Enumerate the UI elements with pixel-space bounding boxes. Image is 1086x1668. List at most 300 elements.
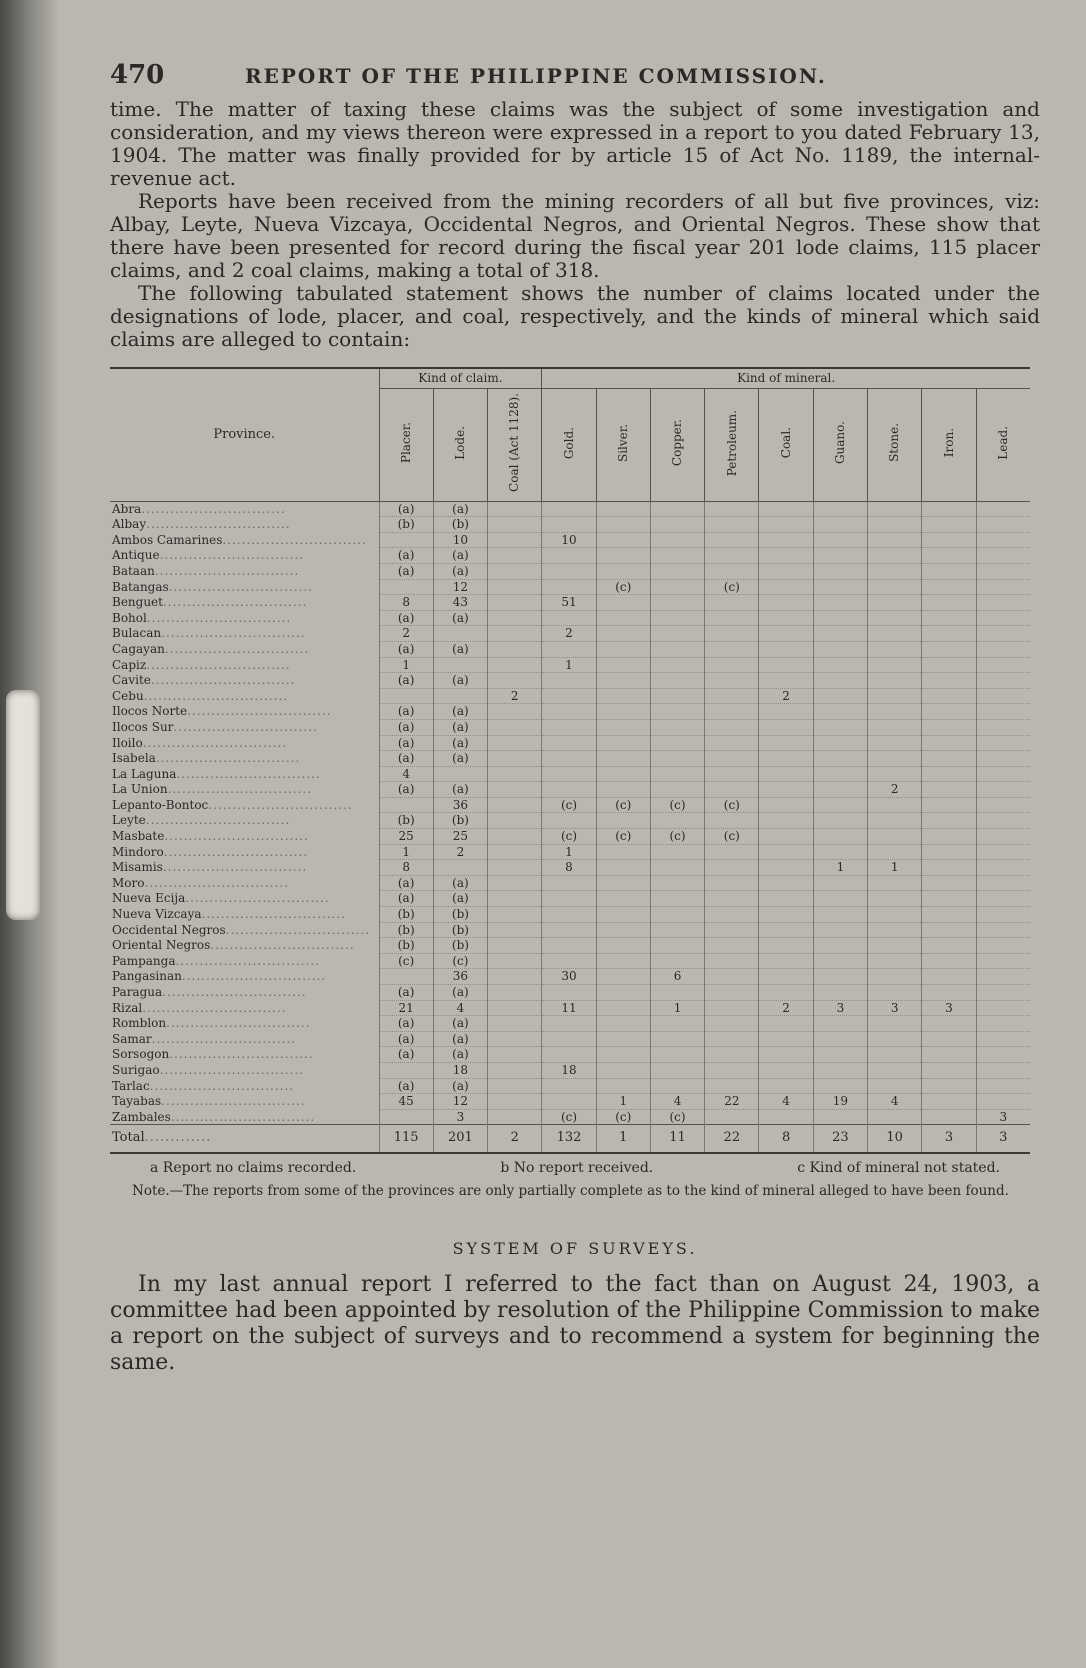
table-cell [759, 1016, 813, 1032]
table-cell [488, 1047, 542, 1063]
table-cell [976, 501, 1030, 517]
total-cell: 115 [379, 1125, 433, 1153]
table-cell [813, 938, 867, 954]
table-cell [488, 985, 542, 1001]
table-row [110, 579, 1030, 595]
table-cell [922, 875, 976, 891]
province-name: Moro.............................. [112, 875, 289, 890]
table-cell [922, 673, 976, 689]
table-cell [542, 641, 596, 657]
table-cell: (a) [379, 501, 433, 517]
table-cell [596, 1062, 650, 1078]
table-cell [868, 1031, 922, 1047]
table-cell [922, 860, 976, 876]
table-cell: (c) [650, 797, 704, 813]
table-cell: (a) [379, 751, 433, 767]
kind-of-claim-header: Kind of claim. [379, 368, 542, 388]
table-cell [650, 891, 704, 907]
page-header [110, 60, 1040, 90]
province-name: Capiz.............................. [112, 657, 291, 672]
table-cell [976, 719, 1030, 735]
table-cell [868, 532, 922, 548]
table-cell [976, 1031, 1030, 1047]
table-cell [650, 595, 704, 611]
table-cell [542, 1016, 596, 1032]
table-cell [488, 860, 542, 876]
table-cell [596, 813, 650, 829]
table-cell [868, 797, 922, 813]
table-cell [813, 735, 867, 751]
table-cell [542, 1094, 596, 1110]
table-cell [759, 969, 813, 985]
column-header: Lode. [433, 388, 487, 501]
table-cell [650, 938, 704, 954]
table-cell [813, 626, 867, 642]
table-cell [868, 922, 922, 938]
province-header: Province. [110, 368, 379, 501]
table-cell: 12 [433, 1094, 487, 1110]
footnote-c: c Kind of mineral not stated. [797, 1159, 1000, 1176]
table-cell [813, 1031, 867, 1047]
table-cell [705, 782, 759, 798]
table-cell [759, 875, 813, 891]
province-name: Romblon.............................. [112, 1016, 311, 1031]
table-cell [813, 844, 867, 860]
table-cell [596, 782, 650, 798]
table-cell [542, 751, 596, 767]
table-row [110, 1094, 1030, 1110]
table-cell [813, 829, 867, 845]
table-cell [976, 626, 1030, 642]
table-row [110, 673, 1030, 689]
table-cell: (b) [379, 907, 433, 923]
table-row [110, 813, 1030, 829]
table-cell [650, 1062, 704, 1078]
table-cell: (a) [379, 1078, 433, 1094]
table-cell [596, 1047, 650, 1063]
table-cell [542, 719, 596, 735]
table-row [110, 688, 1030, 704]
table-cell [759, 657, 813, 673]
total-cell: 132 [542, 1125, 596, 1153]
table-cell [759, 829, 813, 845]
total-cell: 22 [705, 1125, 759, 1153]
province-name: Cavite.............................. [112, 673, 296, 688]
table-cell [922, 657, 976, 673]
province-name: Lepanto-Bontoc.............................. [112, 797, 353, 812]
table-cell [759, 641, 813, 657]
table-cell [868, 844, 922, 860]
table-cell [705, 751, 759, 767]
table-cell: 18 [433, 1062, 487, 1078]
paragraph-1: time. The matter of taxing these claims was the subject of some investigation and consideration, and my views thereon were expressed in a report to you dated February 13, 1904. The matter was finally provided for by article 15 of Act No. 1189, the internal-revenue act. [110, 97, 1040, 190]
table-cell: (a) [379, 704, 433, 720]
table-cell [868, 1016, 922, 1032]
table-cell [868, 1047, 922, 1063]
table-cell [922, 532, 976, 548]
table-cell [650, 1016, 704, 1032]
table-cell [542, 891, 596, 907]
table-cell [976, 875, 1030, 891]
table-cell [922, 595, 976, 611]
province-name: Occidental Negros.............................. [112, 922, 371, 937]
table-cell [596, 719, 650, 735]
table-cell [488, 704, 542, 720]
table-cell [705, 985, 759, 1001]
table-cell [976, 1062, 1030, 1078]
table-row [110, 501, 1030, 517]
table-cell: 2 [433, 844, 487, 860]
column-header: Guano. [813, 388, 867, 501]
table-cell: 8 [379, 860, 433, 876]
province-name: Cebu.............................. [112, 688, 289, 703]
table-cell [705, 548, 759, 564]
table-cell [922, 766, 976, 782]
table-cell [596, 1000, 650, 1016]
table-cell [868, 548, 922, 564]
table-cell: (a) [433, 1078, 487, 1094]
page-number: 470 [110, 60, 165, 90]
table-cell [488, 563, 542, 579]
total-cell: 8 [759, 1125, 813, 1153]
table-row [110, 1109, 1030, 1125]
table-cell [705, 1078, 759, 1094]
footnotes [150, 1160, 1000, 1176]
table-cell: (a) [433, 782, 487, 798]
table-cell [976, 782, 1030, 798]
table-row [110, 735, 1030, 751]
province-name: Zambales.............................. [112, 1109, 316, 1124]
table-cell: 4 [650, 1094, 704, 1110]
table-cell [922, 844, 976, 860]
table-cell: 25 [379, 829, 433, 845]
table-cell [488, 532, 542, 548]
table-cell: 4 [759, 1094, 813, 1110]
kind-of-mineral-header: Kind of mineral. [542, 368, 1030, 388]
table-cell [596, 517, 650, 533]
column-header: Stone. [868, 388, 922, 501]
table-cell [976, 610, 1030, 626]
total-cell: 23 [813, 1125, 867, 1153]
table-cell: 3 [433, 1109, 487, 1125]
table-cell [650, 532, 704, 548]
table-cell: 1 [542, 844, 596, 860]
table-cell [868, 579, 922, 595]
table-cell [488, 907, 542, 923]
table-cell [379, 1109, 433, 1125]
table-cell [976, 938, 1030, 954]
table-row [110, 891, 1030, 907]
province-name: Batangas.............................. [112, 579, 314, 594]
table-cell [650, 766, 704, 782]
claims-table [110, 367, 1030, 1154]
table-cell [488, 953, 542, 969]
table-cell [813, 782, 867, 798]
table-cell [813, 875, 867, 891]
table-cell [488, 641, 542, 657]
section-title: SYSTEM OF SURVEYS. [452, 1238, 698, 1258]
table-cell: (c) [542, 829, 596, 845]
table-row [110, 595, 1030, 611]
table-cell: 10 [433, 532, 487, 548]
table-cell: 30 [542, 969, 596, 985]
table-cell [976, 517, 1030, 533]
table-row [110, 657, 1030, 673]
table-cell [759, 1031, 813, 1047]
table-cell [922, 813, 976, 829]
table-cell [379, 532, 433, 548]
table-cell: 2 [759, 688, 813, 704]
table-cell [868, 813, 922, 829]
table-cell: (b) [433, 922, 487, 938]
column-header: Coal (Act 1128). [488, 388, 542, 501]
table-cell [868, 938, 922, 954]
table-cell: 2 [542, 626, 596, 642]
table-cell: 1 [542, 657, 596, 673]
province-name: Masbate.............................. [112, 829, 309, 844]
table-cell: 1 [596, 1094, 650, 1110]
table-cell [488, 1109, 542, 1125]
table-cell [650, 735, 704, 751]
table-cell [759, 1047, 813, 1063]
table-cell: 8 [542, 860, 596, 876]
table-cell [705, 766, 759, 782]
table-cell [976, 548, 1030, 564]
table-cell [868, 1062, 922, 1078]
table-cell [976, 532, 1030, 548]
table-cell [759, 891, 813, 907]
table-cell [922, 985, 976, 1001]
table-cell [433, 766, 487, 782]
province-name: Ilocos Norte.............................. [112, 704, 332, 719]
table-cell [705, 891, 759, 907]
table-cell [705, 922, 759, 938]
table-cell: (b) [379, 938, 433, 954]
table-cell [976, 907, 1030, 923]
table-cell: (a) [433, 610, 487, 626]
total-cell: 3 [922, 1125, 976, 1153]
table-cell [650, 579, 704, 595]
table-cell [759, 1109, 813, 1125]
table-cell [813, 657, 867, 673]
table-cell [596, 1016, 650, 1032]
table-cell [813, 688, 867, 704]
table-cell [868, 657, 922, 673]
table-row [110, 719, 1030, 735]
table-cell [759, 579, 813, 595]
table-cell: 4 [433, 1000, 487, 1016]
table-cell [813, 1109, 867, 1125]
table-row [110, 610, 1030, 626]
claims-table-body [110, 501, 1030, 1125]
table-cell [650, 501, 704, 517]
table-cell [433, 626, 487, 642]
table-cell: (a) [379, 1031, 433, 1047]
table-cell [813, 641, 867, 657]
table-cell [596, 563, 650, 579]
table-cell [868, 610, 922, 626]
table-cell: 1 [379, 657, 433, 673]
table-cell [922, 782, 976, 798]
table-cell [868, 641, 922, 657]
table-cell [542, 579, 596, 595]
table-cell [922, 751, 976, 767]
table-cell [488, 813, 542, 829]
table-cell [596, 704, 650, 720]
running-title: REPORT OF THE PHILIPPINE COMMISSION. [245, 64, 827, 88]
table-cell [813, 1016, 867, 1032]
table-cell: (a) [433, 1031, 487, 1047]
table-cell [922, 1078, 976, 1094]
table-cell: (a) [433, 875, 487, 891]
table-cell: 12 [433, 579, 487, 595]
table-cell [542, 688, 596, 704]
table-cell [488, 751, 542, 767]
table-cell [922, 704, 976, 720]
table-row [110, 829, 1030, 845]
table-cell: (c) [650, 1109, 704, 1125]
table-cell [650, 1047, 704, 1063]
table-cell [596, 922, 650, 938]
table-row [110, 875, 1030, 891]
table-cell: (a) [379, 782, 433, 798]
table-cell [759, 704, 813, 720]
table-cell: 36 [433, 797, 487, 813]
table-cell [868, 626, 922, 642]
table-cell [813, 501, 867, 517]
table-cell: 11 [542, 1000, 596, 1016]
table-cell [705, 860, 759, 876]
table-cell [488, 626, 542, 642]
table-cell [705, 969, 759, 985]
table-cell [542, 813, 596, 829]
total-row [110, 1125, 1030, 1153]
table-cell [542, 1078, 596, 1094]
table-cell [542, 673, 596, 689]
table-cell [868, 985, 922, 1001]
table-cell: (a) [379, 673, 433, 689]
table-cell [705, 517, 759, 533]
table-cell [759, 532, 813, 548]
table-cell [596, 891, 650, 907]
table-cell [596, 595, 650, 611]
table-cell [650, 688, 704, 704]
column-header: Gold. [542, 388, 596, 501]
table-cell [705, 595, 759, 611]
table-cell [813, 907, 867, 923]
table-cell [759, 751, 813, 767]
table-row [110, 907, 1030, 923]
table-cell [433, 860, 487, 876]
table-cell [868, 595, 922, 611]
table-cell [976, 1078, 1030, 1094]
table-cell [922, 501, 976, 517]
table-cell [379, 797, 433, 813]
table-cell [922, 1031, 976, 1047]
table-cell: (a) [433, 641, 487, 657]
table-cell [759, 719, 813, 735]
table-cell [650, 907, 704, 923]
table-cell [488, 844, 542, 860]
table-cell: (b) [433, 813, 487, 829]
table-cell [488, 1000, 542, 1016]
table-cell [705, 610, 759, 626]
table-cell: (b) [379, 813, 433, 829]
table-cell [433, 657, 487, 673]
table-cell [976, 563, 1030, 579]
table-cell: 22 [705, 1094, 759, 1110]
table-cell: (c) [433, 953, 487, 969]
table-cell [542, 875, 596, 891]
table-cell [868, 969, 922, 985]
table-row [110, 1062, 1030, 1078]
footnote-a: a Report no claims recorded. [150, 1159, 357, 1176]
province-name: La Laguna.............................. [112, 766, 321, 781]
table-cell [976, 922, 1030, 938]
province-name: Samar.............................. [112, 1031, 297, 1046]
table-cell [488, 938, 542, 954]
table-cell [976, 735, 1030, 751]
table-cell [488, 610, 542, 626]
table-cell [922, 797, 976, 813]
table-cell [813, 1047, 867, 1063]
province-name: Misamis.............................. [112, 860, 308, 875]
table-row [110, 1031, 1030, 1047]
table-cell [759, 922, 813, 938]
table-row [110, 969, 1030, 985]
table-cell [813, 532, 867, 548]
table-cell: (a) [433, 501, 487, 517]
table-cell [488, 501, 542, 517]
province-name: Leyte.............................. [112, 813, 291, 828]
table-cell [868, 907, 922, 923]
table-cell [922, 938, 976, 954]
table-cell: 43 [433, 595, 487, 611]
table-cell [976, 766, 1030, 782]
table-cell [922, 1109, 976, 1125]
province-name: Albay.............................. [112, 517, 291, 532]
table-cell [705, 626, 759, 642]
table-cell [922, 1047, 976, 1063]
table-cell [868, 1078, 922, 1094]
table-cell [650, 1078, 704, 1094]
table-cell [976, 1000, 1030, 1016]
table-cell [542, 610, 596, 626]
table-cell: (a) [433, 751, 487, 767]
table-cell [596, 953, 650, 969]
total-cell: 201 [433, 1125, 487, 1153]
table-cell [705, 719, 759, 735]
column-header: Silver. [596, 388, 650, 501]
table-cell: (a) [379, 891, 433, 907]
table-cell [813, 673, 867, 689]
table-row [110, 1047, 1030, 1063]
table-row [110, 860, 1030, 876]
table-cell [813, 1062, 867, 1078]
table-cell [759, 595, 813, 611]
table-cell [488, 1062, 542, 1078]
table-cell: 1 [650, 1000, 704, 1016]
table-row [110, 563, 1030, 579]
table-cell: 19 [813, 1094, 867, 1110]
table-cell [705, 844, 759, 860]
table-cell: 3 [813, 1000, 867, 1016]
table-cell [650, 626, 704, 642]
table-cell [705, 688, 759, 704]
province-name: Pampanga.............................. [112, 953, 320, 968]
table-cell [868, 688, 922, 704]
province-name: Iloilo.............................. [112, 735, 288, 750]
